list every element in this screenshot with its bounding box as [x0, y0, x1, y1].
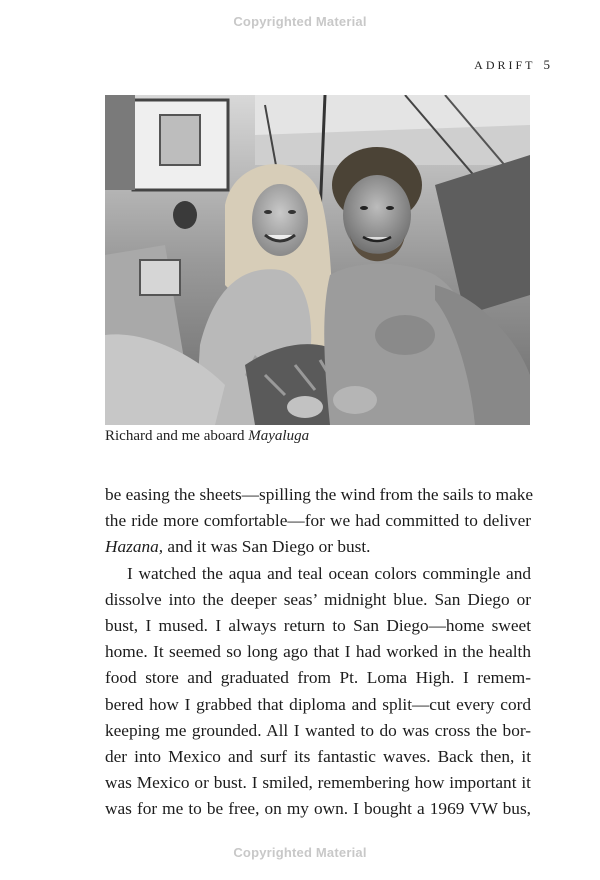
caption-text: Richard and me aboard	[105, 428, 249, 444]
body-text	[105, 482, 534, 823]
text-fragment: and it was San Diego or bust.	[163, 537, 371, 557]
copyright-watermark-bottom: Copyrighted Material	[233, 845, 367, 860]
text-line: home. It seemed so long ago that I had worked in the health	[105, 642, 531, 662]
running-head	[474, 57, 550, 73]
running-head-title: ADRIFT	[474, 58, 536, 72]
text-line	[105, 534, 531, 560]
boat-name-hazana: Hazana,	[105, 537, 164, 557]
text-line: was Mexico or bust. I smiled, remembering how important it	[105, 773, 531, 793]
page-number: 5	[543, 57, 550, 72]
copyright-watermark-top: Copyrighted Material	[233, 14, 367, 29]
text-line: the ride more comfortable—for we had committed to deliver	[105, 511, 531, 531]
text-line: be easing the sheets—spilling the wind from the sails to make	[105, 485, 534, 504]
text-line: der into Mexico and surf its fantastic waves. Back then, it	[105, 747, 531, 767]
text-line: food store and graduated from Pt. Loma High. I remem-	[105, 668, 531, 688]
text-line: bust, I mused. I always return to San Diego—home sweet	[105, 616, 531, 636]
caption-boat-name: Mayaluga	[248, 428, 310, 444]
text-line: I watched the aqua and teal ocean colors commingle and	[127, 563, 531, 583]
photo-illustration	[105, 95, 530, 425]
text-line: dissolve into the deeper seas’ midnight blue. San Diego or	[105, 589, 531, 609]
photograph	[105, 95, 530, 425]
text-line: bered how I grabbed that diploma and split—cut every cord	[105, 694, 531, 714]
text-line: keeping me grounded. All I wanted to do was cross the bor-	[105, 720, 531, 740]
photo-caption	[105, 428, 309, 445]
text-line: was for me to be free, on my own. I bought a 1969 VW bus,	[105, 799, 531, 819]
